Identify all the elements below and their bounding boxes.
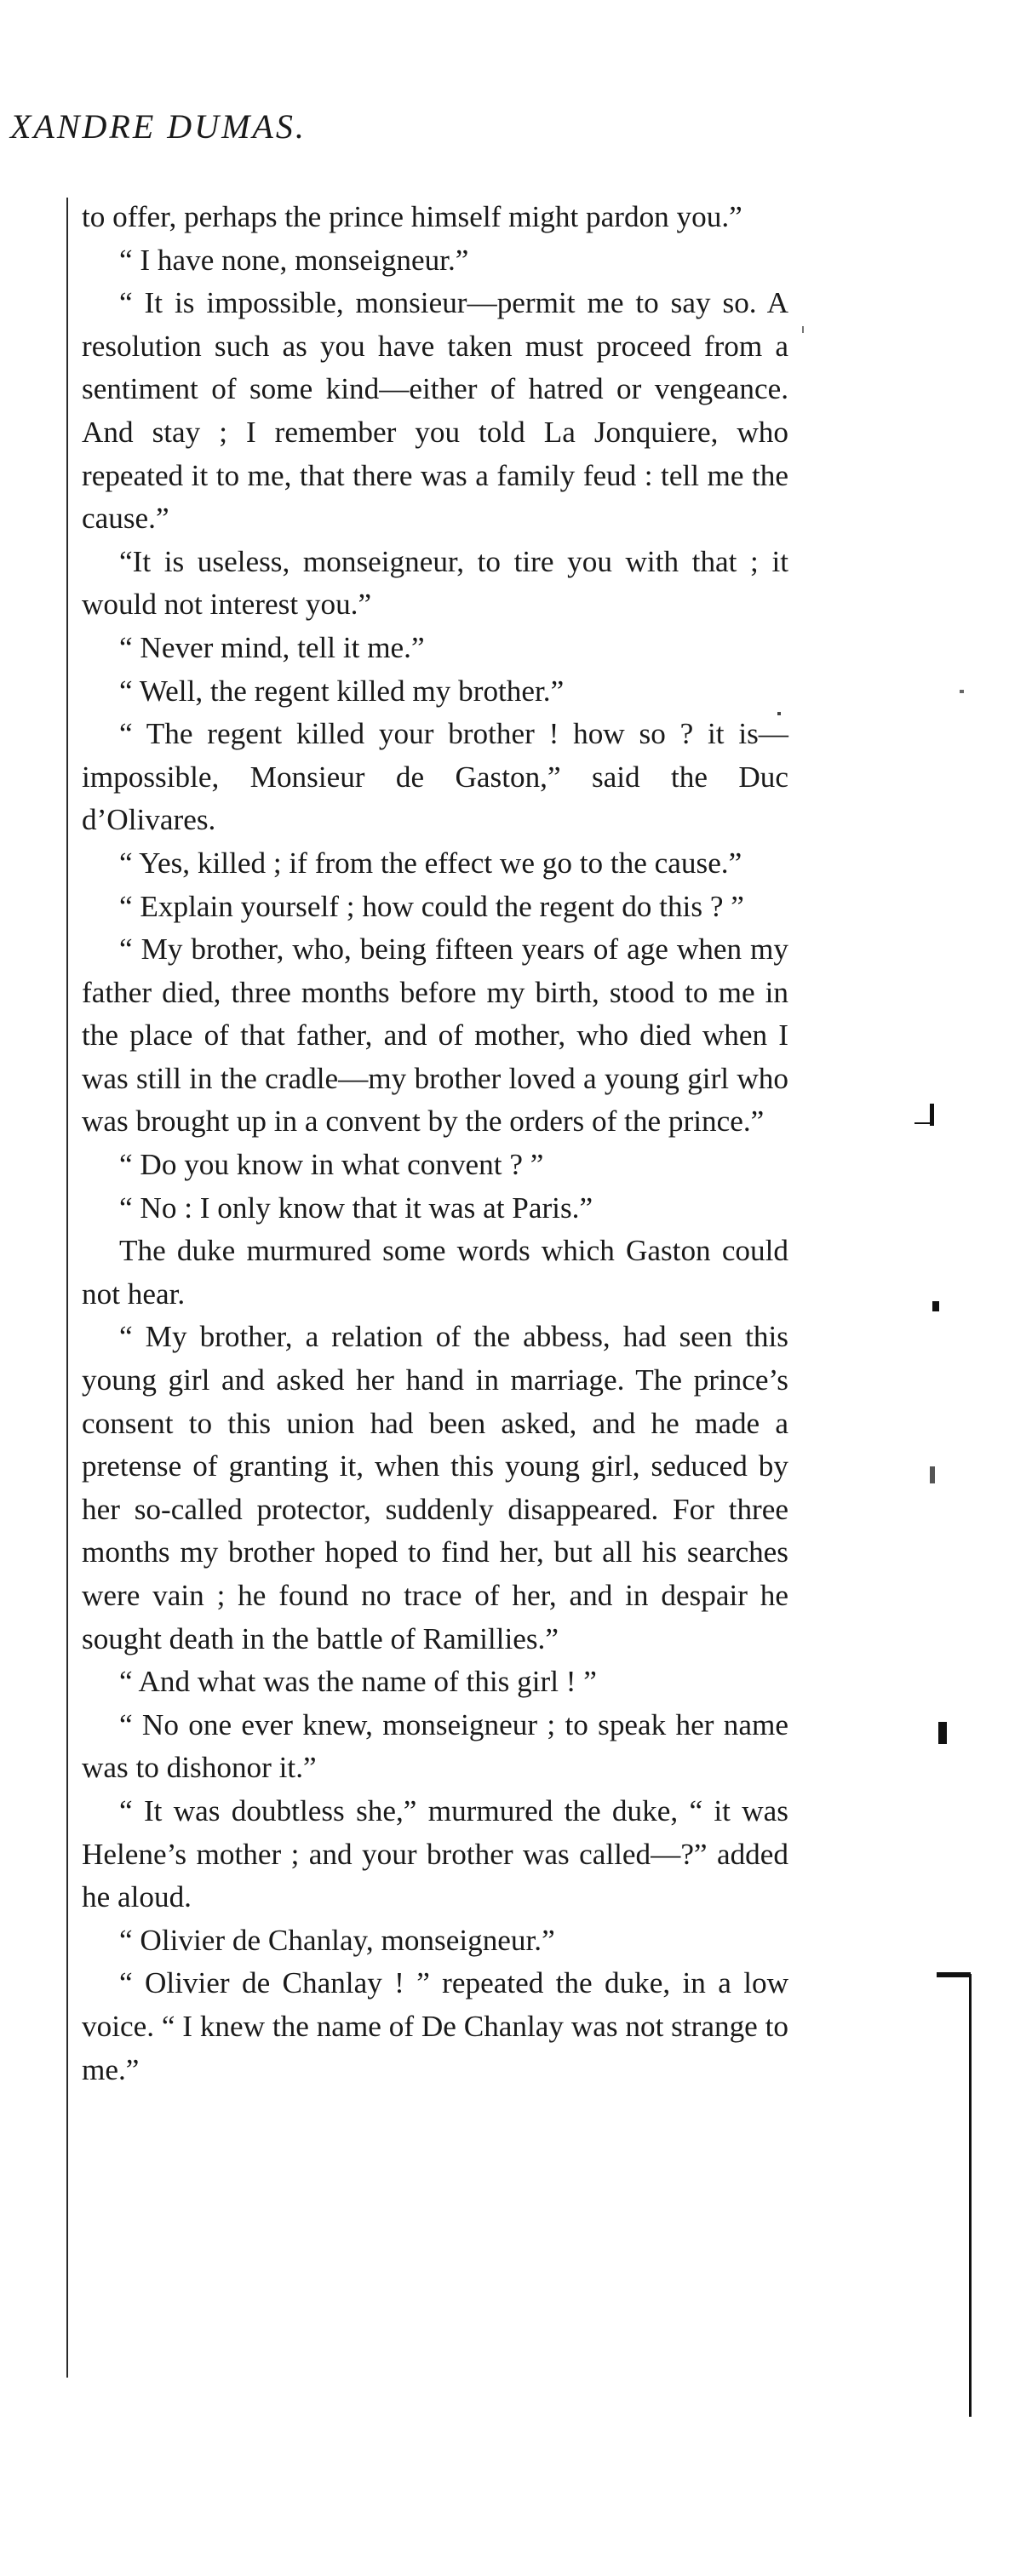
paragraph: “ Explain yourself ; how could the regent do this ? ” [119,889,744,923]
paragraph: “ The regent killed your brother ! how so ? it is—impossible, Monsieur de Gaston,” said the Duc d’Olivares. [82,717,788,837]
paragraph: “ My brother, a relation of the abbess, had seen this young girl and asked her hand in marriage. The prince’s consent to this union had been asked, and he made a pretense of granting it, when this young girl, seduced by her so-called protector, suddenly disappeared. For three months my brother hoped to find her, but all his searches were vain ; he found no trace of her, and in despair he sought death in the battle of Ramillies.” [82,1320,788,1655]
paragraph: “ No one ever knew, monseigneur ; to speak her name was to dishonor it.” [82,1707,788,1785]
scan-mark [802,326,804,333]
paragraph: “ Well, the regent killed my brother.” [119,674,565,708]
scan-mark [930,1466,935,1483]
paragraph: “ It is impossible, monsieur—permit me to say so. A resolution such as you have taken must proceed from a sentiment of some kind—either of hatred or vengeance. And stay ; I remember you told La Jonquiere, who repeated it to me, that there was a family feud : tell me the cause.” [82,286,788,536]
scan-mark [914,1122,933,1124]
scan-mark [937,1972,971,1977]
scan-mark [969,1974,972,2417]
paragraph: “ No : I only know that it was at Paris.” [119,1190,593,1225]
scan-mark [777,712,781,715]
running-title: XANDRE DUMAS. [10,107,307,146]
scan-mark [938,1722,947,1744]
paragraph: “ Do you know in what convent ? ” [119,1148,544,1182]
scan-mark [932,1301,939,1311]
paragraph: to offer, perhaps the prince himself might pardon you.” [82,200,742,233]
paragraph: “ Yes, killed ; if from the effect we go to the cause.” [119,846,742,880]
paragraph: “ Olivier de Chanlay, monseigneur.” [119,1923,555,1957]
paragraph: “ Olivier de Chanlay ! ” repeated the duke, in a low voice. “ I knew the name of De Chanlay was not strange to me.” [82,1966,788,2086]
scan-mark [960,690,964,693]
paragraph: “ My brother, who, being fifteen years of age when my father died, three months before my birth, stood to me in the place of that father, and of mother, who died when I was still in the cradle—my brother loved a young girl who was brought up in a convent by the orders of the prince.” [82,932,788,1139]
paragraph: “It is useless, monseigneur, to tire you with that ; it would not interest you.” [82,544,788,622]
paragraph: The duke murmured some words which Gaston could not hear. [82,1234,788,1311]
paragraph: “ Never mind, tell it me.” [119,630,425,664]
paragraph: “ I have none, monseigneur.” [119,243,469,277]
margin-rule [66,198,68,2378]
paragraph: “ It was doubtless she,” murmured the duke, “ it was Helene’s mother ; and your brother was called—?” added he aloud. [82,1793,788,1914]
paragraph: “ And what was the name of this girl ! ” [119,1665,597,1699]
text-column [82,196,788,2091]
